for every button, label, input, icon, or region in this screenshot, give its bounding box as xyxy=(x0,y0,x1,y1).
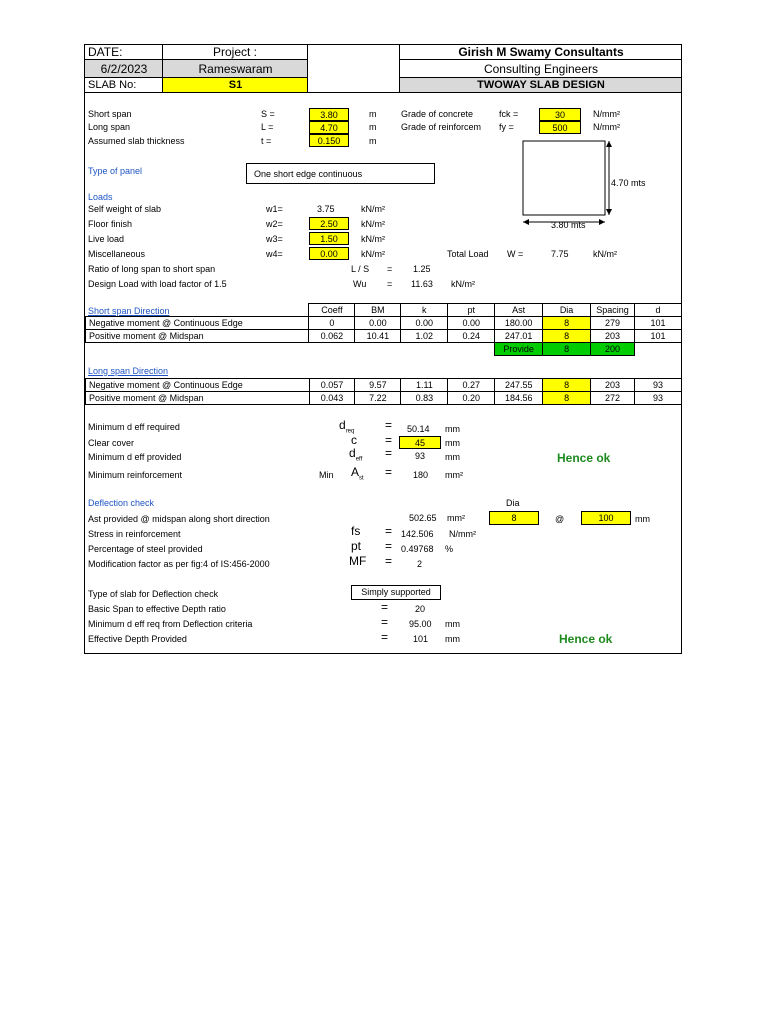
cell-ast: 247.55 xyxy=(495,379,543,392)
span-ratio-symbol: L / S xyxy=(351,264,370,274)
cover-equals: = xyxy=(385,433,393,447)
floor-finish-input[interactable]: 2.50 xyxy=(309,217,349,230)
dreq-value: 50.14 xyxy=(407,424,430,434)
cell-d: 93 xyxy=(635,379,682,392)
fy-unit: N/mm² xyxy=(593,122,620,132)
thickness-input[interactable]: 0.150 xyxy=(309,134,349,147)
fck-label: Grade of concrete xyxy=(401,109,474,119)
design-load-equals: = xyxy=(387,279,393,289)
date-label-cell xyxy=(85,45,163,60)
min-deflection-unit: mm xyxy=(445,619,460,629)
short-dim-arrow-right xyxy=(599,219,605,225)
min-reinf-min: Min xyxy=(319,470,334,480)
slab-design-sheet xyxy=(84,44,682,654)
ast-provided-unit: mm² xyxy=(447,513,465,523)
deff-symbol-sub: eff xyxy=(355,456,363,463)
cell-coeff: 0.062 xyxy=(309,330,355,343)
depth-status: Hence ok xyxy=(557,451,611,465)
panel-outline xyxy=(523,141,605,215)
min-reinf-symbol xyxy=(351,465,364,481)
row-label: Positive moment @ Midspan xyxy=(86,392,310,405)
dreq-unit: mm xyxy=(445,424,460,434)
dreq-label: Minimum d eff required xyxy=(88,422,180,432)
min-deflection-label: Minimum d eff req from Deflection criteria xyxy=(88,619,253,629)
long-span-table xyxy=(85,378,682,405)
design-load-value: 11.63 xyxy=(411,279,433,289)
design-title-cell xyxy=(400,78,682,93)
self-weight-value: 3.75 xyxy=(317,204,335,214)
slab-label: SLAB No: xyxy=(88,79,137,91)
cell-k: 1.02 xyxy=(401,330,448,343)
project-label-cell xyxy=(163,45,308,60)
fy-label: Grade of reinforcem xyxy=(401,122,482,132)
dreq-symbol xyxy=(339,418,354,434)
table-row xyxy=(86,317,682,330)
cell-k: 0.83 xyxy=(401,392,448,405)
company-cell xyxy=(400,45,682,60)
cell-pt: 0.20 xyxy=(448,392,495,405)
fy-symbol: fy = xyxy=(499,122,514,132)
col-k: k xyxy=(401,304,448,317)
deflection-dia-header: Dia xyxy=(506,498,520,508)
ast-provided-label: Ast provided @ midspan along short direction xyxy=(88,514,270,524)
cell-coeff: 0.043 xyxy=(309,392,355,405)
effective-depth-value: 101 xyxy=(413,634,429,644)
panel-type-select[interactable]: One short edge continuous xyxy=(246,163,435,184)
short-span-input[interactable]: 3.80 xyxy=(309,108,349,121)
deff-value: 93 xyxy=(415,451,426,461)
provide-dia: 8 xyxy=(543,343,591,356)
min-reinf-unit: mm² xyxy=(445,470,463,480)
deff-equals: = xyxy=(385,446,393,460)
long-span-symbol: L = xyxy=(261,122,274,132)
col-bm: BM xyxy=(355,304,401,317)
date-value-cell xyxy=(85,60,163,78)
mf-equals: = xyxy=(385,554,393,568)
table-row xyxy=(86,392,682,405)
table-row xyxy=(86,330,682,343)
deflection-heading: Deflection check xyxy=(88,498,155,508)
deflection-spacing-input[interactable]: 100 xyxy=(581,511,631,525)
fs-label: Stress in reinforcement xyxy=(88,529,181,539)
slab-type-label: Type of slab for Deflection check xyxy=(88,589,219,599)
cell-d: 93 xyxy=(635,392,682,405)
span-ratio-value: 1.25 xyxy=(413,264,431,274)
dreq-symbol-sub: req xyxy=(345,428,355,435)
basic-ratio-value: 20 xyxy=(415,604,426,614)
self-weight-unit: kN/m² xyxy=(361,204,385,214)
self-weight-label: Self weight of slab xyxy=(88,204,162,214)
min-reinf-label: Minimum reinforcement xyxy=(88,470,183,480)
cover-symbol: c xyxy=(351,433,357,447)
panel-long-dim: 4.70 mts xyxy=(611,178,646,188)
short-span-symbol: S = xyxy=(261,109,275,119)
min-reinf-symbol-sub: st xyxy=(359,475,364,482)
long-span-unit: m xyxy=(369,122,377,132)
min-reinf-symbol-text: A xyxy=(351,465,360,479)
spacing-unit: mm xyxy=(635,514,650,524)
short-span-table xyxy=(85,303,682,356)
col-coeff: Coeff xyxy=(309,304,355,317)
deflection-dia-input[interactable]: 8 xyxy=(489,511,539,525)
effective-depth-equals: = xyxy=(381,630,389,644)
effective-depth-label: Effective Depth Provided xyxy=(88,634,187,644)
short-span-unit: m xyxy=(369,109,377,119)
basic-ratio-label: Basic Span to effective Depth ratio xyxy=(88,604,226,614)
col-spacing: Spacing xyxy=(591,304,635,317)
cell-ast: 184.56 xyxy=(495,392,543,405)
provide-spacing: 200 xyxy=(591,343,635,356)
slab-value: S1 xyxy=(228,79,243,91)
long-dim-arrow-top xyxy=(606,141,612,147)
misc-load-input[interactable]: 0.00 xyxy=(309,247,349,260)
min-reinf-equals: = xyxy=(385,465,393,479)
date-label: DATE: xyxy=(88,45,123,59)
project-label: Project : xyxy=(213,45,258,59)
pt-symbol: pt xyxy=(351,539,362,553)
basic-ratio-equals: = xyxy=(381,600,389,614)
design-load-label: Design Load with load factor of 1.5 xyxy=(88,279,227,289)
effective-depth-unit: mm xyxy=(445,634,460,644)
provide-blank xyxy=(86,343,495,356)
misc-load-label: Miscellaneous xyxy=(88,249,146,259)
fck-input[interactable]: 30 xyxy=(539,108,581,121)
cell-dia-input[interactable]: 8 xyxy=(543,317,591,330)
cover-unit: mm xyxy=(445,438,460,448)
cell-spacing: 203 xyxy=(591,330,635,343)
deff-symbol-text: d xyxy=(349,446,356,460)
cover-label: Clear cover xyxy=(88,438,135,448)
fs-unit: N/mm² xyxy=(449,529,476,539)
thickness-label: Assumed slab thickness xyxy=(88,136,185,146)
row-label: Negative moment @ Continuous Edge xyxy=(86,317,309,330)
cell-dia-input[interactable]: 8 xyxy=(543,379,591,392)
pt-value: 0.49768 xyxy=(401,544,434,554)
fs-equals: = xyxy=(385,524,393,538)
fs-symbol: fs xyxy=(351,524,361,538)
cell-dia-input[interactable]: 8 xyxy=(543,330,591,343)
long-span-input[interactable]: 4.70 xyxy=(309,121,349,134)
cell-d: 101 xyxy=(635,317,682,330)
cell-pt: 0.27 xyxy=(448,379,495,392)
cell-pt: 0.24 xyxy=(448,330,495,343)
short-span-heading: Short span Direction xyxy=(88,306,170,316)
pt-label: Percentage of steel provided xyxy=(88,544,203,554)
total-load-label: Total Load xyxy=(447,249,489,259)
fy-input[interactable]: 500 xyxy=(539,121,581,134)
fs-value: 142.506 xyxy=(401,529,434,539)
col-dia: Dia xyxy=(543,304,591,317)
provide-label: Provide xyxy=(495,343,543,356)
span-ratio-equals: = xyxy=(387,264,393,274)
floor-finish-label: Floor finish xyxy=(88,219,133,229)
cell-k: 0.00 xyxy=(401,317,448,330)
col-ast: Ast xyxy=(495,304,543,317)
span-ratio-label: Ratio of long span to short span xyxy=(88,264,216,274)
min-deflection-equals: = xyxy=(381,615,389,629)
panel-type-label: Type of panel xyxy=(88,166,143,176)
design-load-symbol: Wu xyxy=(353,279,367,289)
long-span-label: Long span xyxy=(88,122,131,132)
total-load-symbol: W = xyxy=(507,249,524,259)
panel-short-dim: 3.80 mts xyxy=(551,220,586,230)
slab-value-cell xyxy=(163,78,308,93)
thickness-unit: m xyxy=(369,136,377,146)
project-value: Rameswaram xyxy=(198,62,273,76)
mf-symbol: MF xyxy=(349,554,367,568)
live-load-label: Live load xyxy=(88,234,125,244)
deff-label: Minimum d eff provided xyxy=(88,452,182,462)
short-span-header-row xyxy=(86,304,682,317)
row-label: Positive moment @ Midspan xyxy=(86,330,309,343)
company-subtitle: Consulting Engineers xyxy=(483,62,599,76)
floor-finish-unit: kN/m² xyxy=(361,219,385,229)
cell-bm: 9.57 xyxy=(355,379,401,392)
self-weight-symbol: w1= xyxy=(266,204,283,214)
provide-row xyxy=(86,343,682,356)
short-dim-arrow-left xyxy=(523,219,529,225)
ast-provided-value: 502.65 xyxy=(409,513,437,523)
cell-dia-input[interactable]: 8 xyxy=(543,392,591,405)
company-sub-cell xyxy=(400,60,682,78)
at-sign: @ xyxy=(555,514,565,524)
live-load-input[interactable]: 1.50 xyxy=(309,232,349,245)
design-title: TWOWAY SLAB DESIGN xyxy=(477,79,605,91)
live-load-symbol: w3= xyxy=(266,234,283,244)
cell-spacing: 272 xyxy=(591,392,635,405)
cell-coeff: 0 xyxy=(309,317,355,330)
deff-symbol xyxy=(349,446,362,462)
deflection-status: Hence ok xyxy=(559,632,613,646)
col-pt: pt xyxy=(448,304,495,317)
design-load-unit: kN/m² xyxy=(451,279,475,289)
cell-spacing: 279 xyxy=(591,317,635,330)
loads-heading: Loads xyxy=(88,192,113,202)
cell-bm: 0.00 xyxy=(355,317,401,330)
cell-ast: 180.00 xyxy=(495,317,543,330)
thickness-symbol: t = xyxy=(261,136,272,146)
fck-symbol: fck = xyxy=(499,109,519,119)
long-dim-arrow-bottom xyxy=(606,209,612,215)
cell-spacing: 203 xyxy=(591,379,635,392)
total-load-value: 7.75 xyxy=(551,249,569,259)
pt-equals: = xyxy=(385,539,393,553)
long-span-heading: Long span Direction xyxy=(88,366,169,376)
col-d: d xyxy=(635,304,682,317)
slab-type-select[interactable]: Simply supported xyxy=(351,585,441,600)
project-blank-cell xyxy=(308,45,400,93)
dreq-equals: = xyxy=(385,418,393,432)
slab-label-cell xyxy=(85,78,163,93)
min-reinf-value: 180 xyxy=(413,470,429,480)
cell-coeff: 0.057 xyxy=(309,379,355,392)
fck-unit: N/mm² xyxy=(593,109,620,119)
cell-k: 1.11 xyxy=(401,379,448,392)
clear-cover-input[interactable]: 45 xyxy=(399,436,441,449)
cell-bm: 7.22 xyxy=(355,392,401,405)
pt-unit: % xyxy=(445,544,454,554)
short-span-header-blank xyxy=(86,304,309,317)
mf-label: Modification factor as per fig:4 of IS:456-2000 xyxy=(88,559,270,569)
misc-load-unit: kN/m² xyxy=(361,249,385,259)
floor-finish-symbol: w2= xyxy=(266,219,283,229)
misc-load-symbol: w4= xyxy=(266,249,283,259)
deff-unit: mm xyxy=(445,452,460,462)
date-value: 6/2/2023 xyxy=(100,62,148,76)
panel-diagram xyxy=(515,137,650,277)
cell-d: 101 xyxy=(635,330,682,343)
min-deflection-value: 95.00 xyxy=(409,619,432,629)
company-name: Girish M Swamy Consultants xyxy=(458,45,624,59)
cell-pt: 0.00 xyxy=(448,317,495,330)
table-row xyxy=(86,379,682,392)
live-load-unit: kN/m² xyxy=(361,234,385,244)
short-span-label: Short span xyxy=(88,109,132,119)
cell-ast: 247.01 xyxy=(495,330,543,343)
mf-value: 2 xyxy=(417,559,423,569)
cell-bm: 10.41 xyxy=(355,330,401,343)
dreq-symbol-text: d xyxy=(339,418,346,432)
project-value-cell xyxy=(163,60,308,78)
row-label: Negative moment @ Continuous Edge xyxy=(86,379,310,392)
provide-blank-end xyxy=(635,343,682,356)
total-load-unit: kN/m² xyxy=(593,249,617,259)
